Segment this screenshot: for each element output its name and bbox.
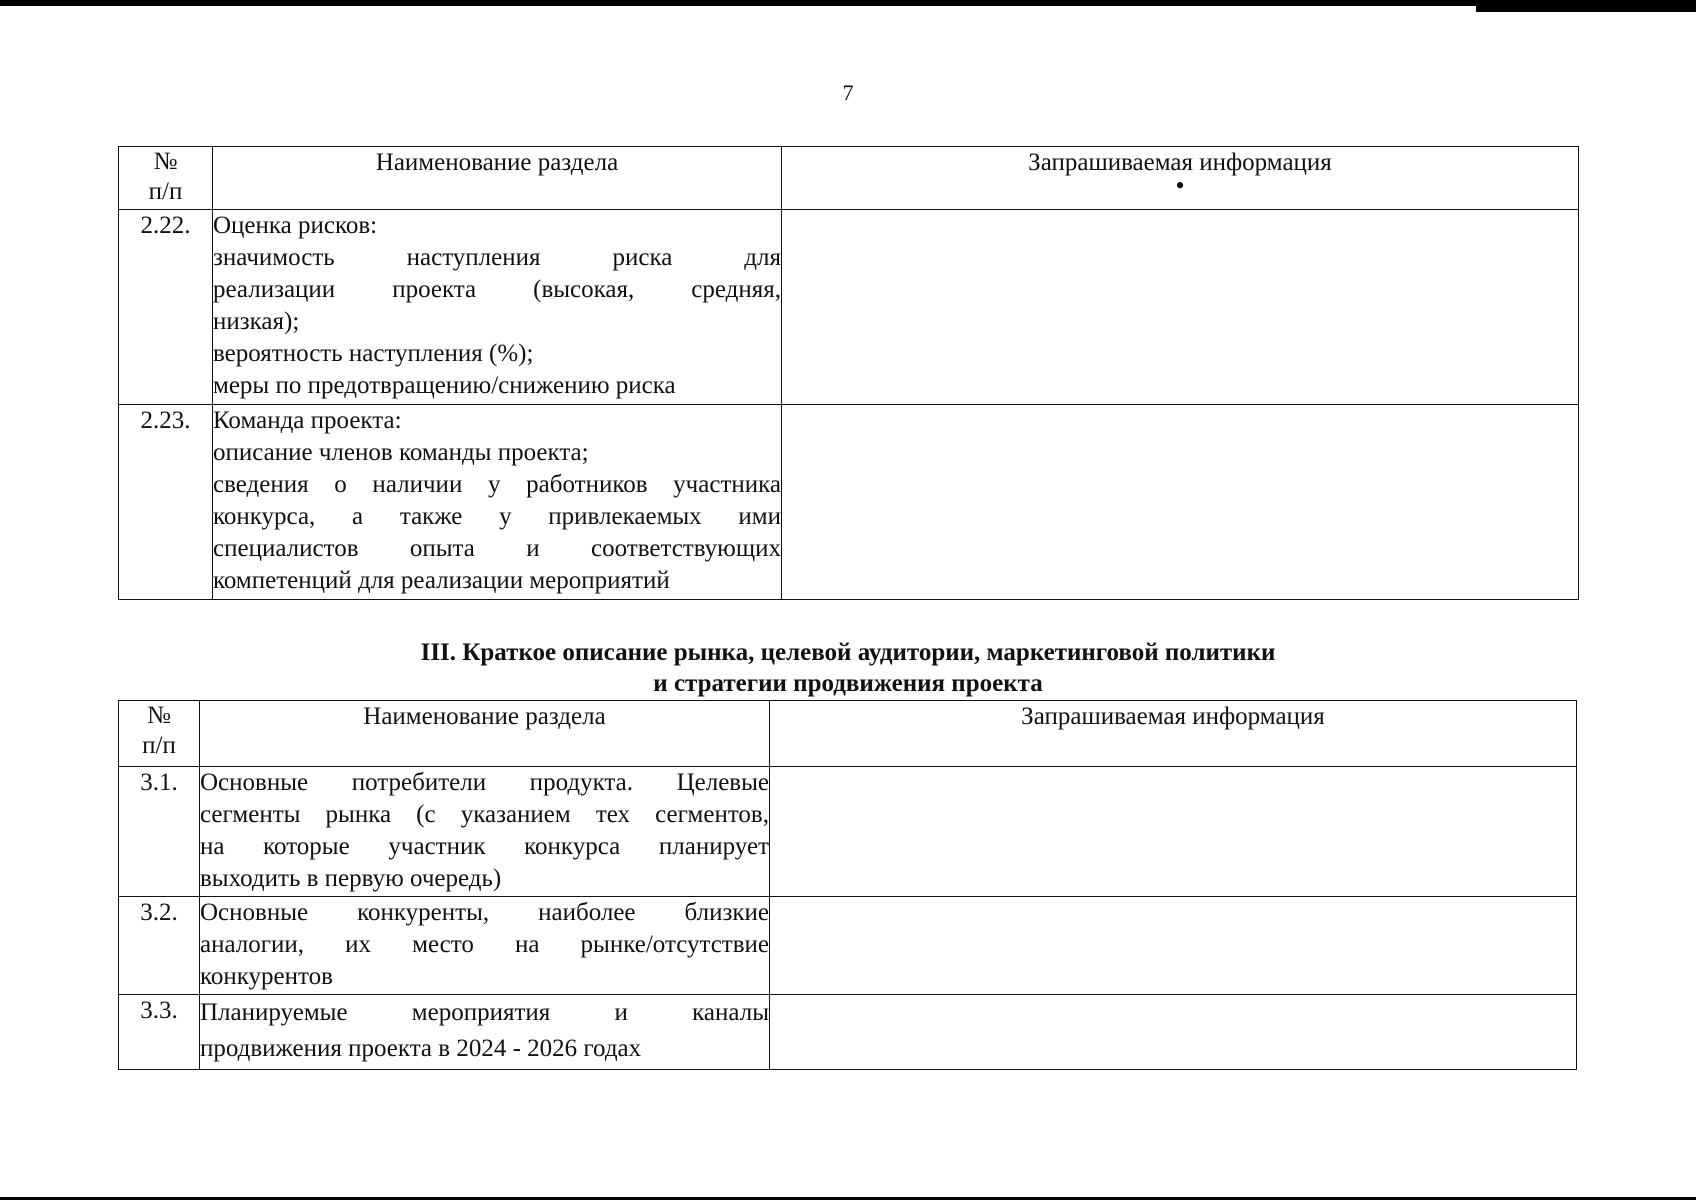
scan-edge-top-right	[1476, 0, 1696, 12]
header-requested-info-label: Запрашиваемая информация	[1028, 149, 1332, 176]
row-requested-info	[770, 767, 1577, 897]
row-section-name	[200, 995, 770, 1070]
table-section-2-continued	[118, 146, 1579, 600]
row-section-name	[200, 897, 770, 995]
header-number-symbol: №	[147, 702, 171, 729]
text-line: меры по предотвращению/снижению риска	[213, 372, 676, 399]
row-section-name	[213, 210, 782, 405]
row-requested-info	[782, 210, 1579, 405]
text-line: сведения о наличии у работников участника	[213, 471, 781, 498]
text-line: значимость наступления риска для	[213, 244, 781, 271]
text-line: Оценка рисков:	[213, 212, 378, 239]
text-line: Основные потребители продукта. Целевые	[200, 769, 769, 796]
text-line: конкурентов	[200, 963, 333, 990]
section-heading-line: и стратегии продвижения проекта	[653, 670, 1043, 697]
scan-edge-top	[0, 0, 1696, 6]
text-line: специалистов опыта и соответствующих	[213, 535, 781, 562]
text-line: низкая);	[213, 308, 300, 335]
text-line: аналогии, их место на рынке/отсутствие	[200, 931, 769, 958]
row-number: 2.22.	[119, 210, 213, 405]
table-header-row	[119, 701, 1577, 767]
row-requested-info	[770, 995, 1577, 1070]
text-line: конкурса, а также у привлекаемых ими	[213, 503, 781, 530]
text-line: Основные конкуренты, наиболее близкие	[200, 899, 769, 926]
text-line: описание членов команды проекта;	[213, 439, 589, 466]
row-number: 2.23.	[119, 405, 213, 600]
page-number: 7	[842, 80, 854, 105]
text-line: реализации проекта (высокая, средняя,	[213, 276, 781, 303]
row-number: 3.3.	[119, 995, 200, 1070]
text-line: продвижения проекта в 2024 - 2026 годах	[200, 1035, 642, 1062]
text-line: вероятность наступления (%);	[213, 340, 534, 367]
table-row	[119, 897, 1577, 995]
header-requested-info	[782, 147, 1579, 210]
row-number: 3.2.	[119, 897, 200, 995]
stray-dot-mark: •	[1175, 171, 1185, 200]
header-section-name: Наименование раздела	[213, 147, 782, 210]
header-number-abbr: п/п	[142, 732, 176, 759]
table-row	[119, 767, 1577, 897]
text-line: сегменты рынка (с указанием тех сегментов,	[200, 801, 769, 828]
row-requested-info	[782, 405, 1579, 600]
text-line: на которые участник конкурса планирует	[200, 833, 769, 860]
text-line: компетенций для реализации мероприятий	[213, 567, 670, 594]
header-section-name: Наименование раздела	[200, 701, 770, 767]
table-row	[119, 995, 1577, 1070]
header-number-symbol: №	[153, 148, 178, 175]
header-number-abbr: п/п	[148, 178, 183, 205]
text-line: Планируемые мероприятия и каналы	[200, 999, 769, 1026]
header-number	[119, 701, 200, 767]
table-header-row	[119, 147, 1579, 210]
section-heading	[0, 637, 1696, 699]
row-number: 3.1.	[119, 767, 200, 897]
table-row	[119, 210, 1579, 405]
table-section-3	[118, 700, 1577, 1070]
row-requested-info	[770, 897, 1577, 995]
row-section-name	[200, 767, 770, 897]
header-requested-info: Запрашиваемая информация	[770, 701, 1577, 767]
row-section-name	[213, 405, 782, 600]
text-line: выходить в первую очередь)	[200, 865, 502, 892]
text-line: Команда проекта:	[213, 407, 402, 434]
header-number	[119, 147, 213, 210]
section-heading-line: III. Краткое описание рынка, целевой аудитории, маркетинговой политики	[420, 639, 1276, 666]
table-row	[119, 405, 1579, 600]
